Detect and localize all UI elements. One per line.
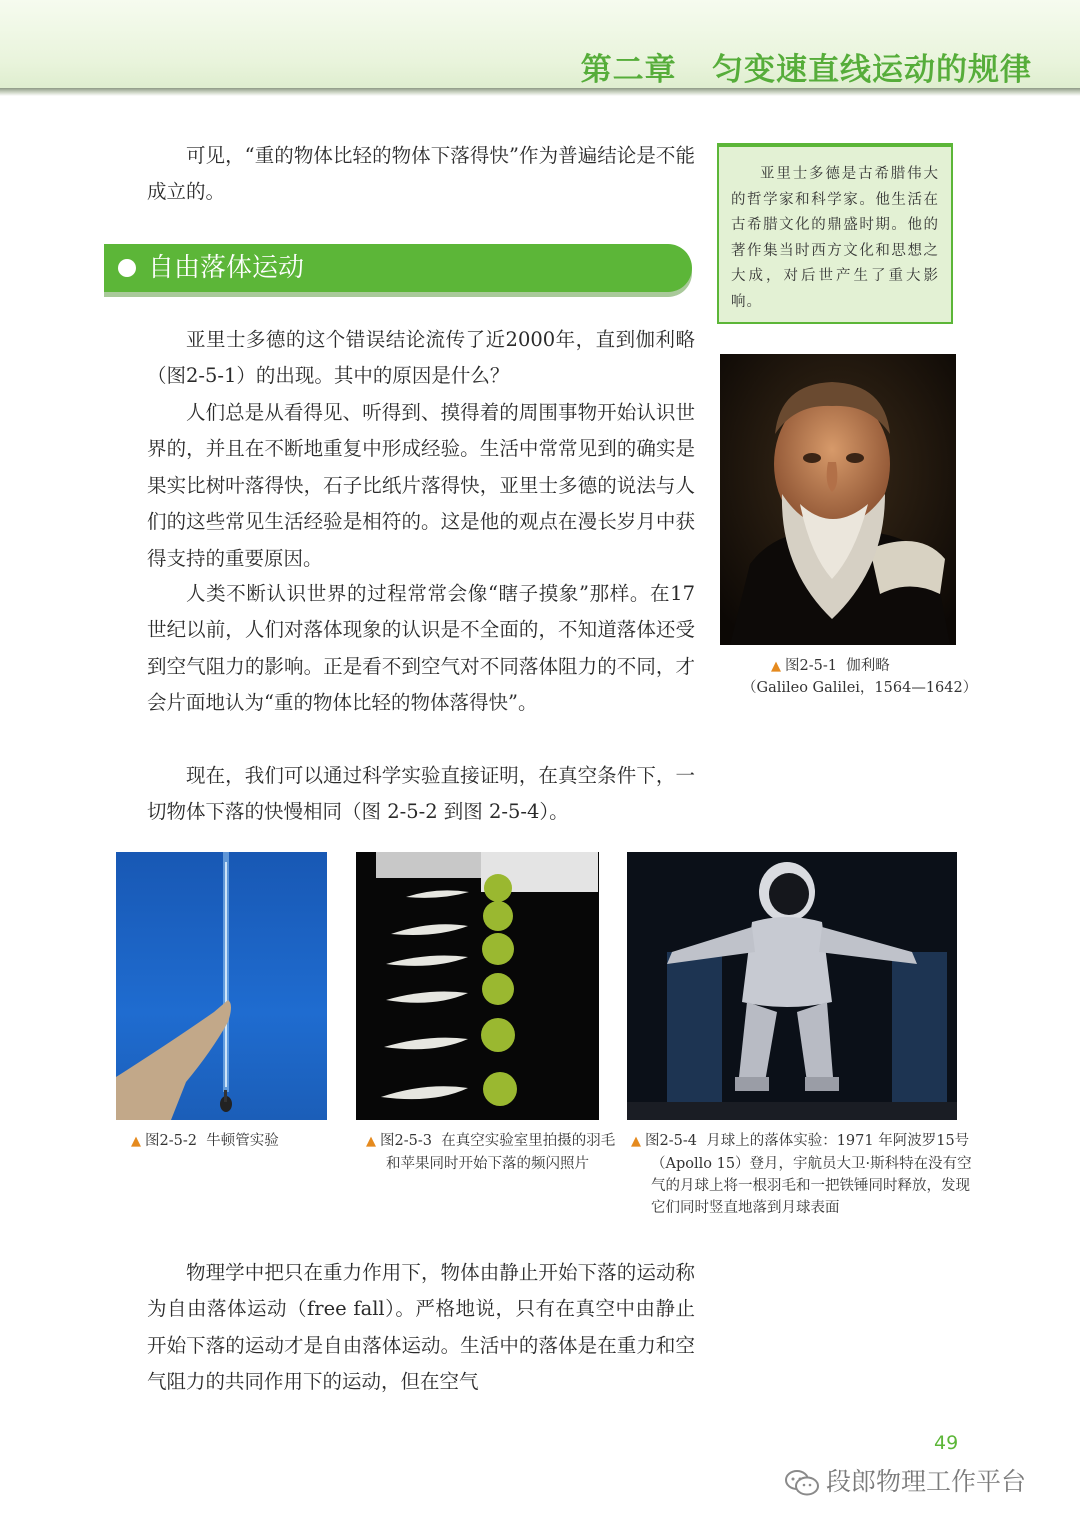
chapter-name: 匀变速直线运动的规律 — [712, 52, 1032, 88]
fig3-caption-text: 在真空实验室里拍摄的羽毛和苹果同时开始下落的频闪照片 — [386, 1133, 616, 1172]
astronaut-photo — [627, 852, 957, 1120]
fig1-label: 图2-5-1 — [785, 658, 837, 674]
body-paragraph-1: 亚里士多德的这个错误结论流传了近2000年，直到伽利略（图2-5-1）的出现。其中的原因是什么？ — [147, 328, 695, 388]
chat-bubble-icon — [784, 1469, 820, 1497]
newton-tube-photo — [116, 852, 327, 1120]
fig2-label: 图2-5-2 — [145, 1133, 197, 1149]
header-divider — [0, 88, 1080, 96]
galileo-portrait — [720, 354, 956, 645]
section-heading — [104, 244, 692, 292]
triangle-marker-icon: ▲ — [631, 1134, 641, 1149]
fig4-label: 图2-5-4 — [645, 1133, 697, 1149]
fig1-subcaption: （Galileo Galilei，1564—1642） — [742, 680, 978, 696]
bottom-paragraph: 物理学中把只在重力作用下，物体由静止开始下落的运动称为自由落体运动（free fall）。严格地说，只有在真空中由静止开始下落的运动才是自由落体运动。生活中的落体是在重力和空气阻力的共同作用下的运动，但在空气 — [147, 1261, 695, 1394]
feather-apple-image-icon — [356, 852, 599, 1120]
fig1-caption-text: 伽利略 — [846, 658, 890, 674]
bullet-dot-icon — [118, 259, 136, 277]
triangle-marker-icon: ▲ — [771, 659, 781, 674]
fig1-caption — [771, 655, 890, 678]
chapter-number: 第二章 — [580, 52, 677, 88]
portrait-image-icon — [720, 354, 956, 645]
feather-apple-photo — [356, 852, 599, 1120]
fig2-caption — [131, 1130, 279, 1153]
astronaut-image-icon — [627, 852, 957, 1120]
intro-paragraph: 可见，“重的物体比轻的物体下落得快”作为普遍结论是不能成立的。 — [147, 144, 695, 204]
aristotle-note-text: 亚里士多德是古希腊伟大的哲学家和科学家。他生活在古希腊文化的鼎盛时期。他的著作集当时西方文化和思想之大成，对后世产生了重大影响。 — [731, 166, 939, 310]
chapter-header — [0, 0, 1080, 88]
fig4-caption — [631, 1130, 981, 1219]
section-title: 自由落体运动 — [148, 253, 305, 283]
newton-tube-image-icon — [116, 852, 327, 1120]
fig3-caption — [366, 1130, 616, 1175]
triangle-marker-icon: ▲ — [131, 1134, 141, 1149]
triangle-marker-icon: ▲ — [366, 1134, 376, 1149]
watermark-text: 段郎物理工作平台 — [826, 1467, 1027, 1496]
aristotle-note-box — [717, 143, 953, 324]
fig2-caption-text: 牛顿管实验 — [206, 1133, 279, 1149]
chapter-title — [581, 44, 1032, 89]
page-number: 49 — [934, 1432, 959, 1454]
body-paragraph-3: 人类不断认识世界的过程常常会像“瞎子摸象”那样。在17世纪以前，人们对落体现象的认识是不全面的，不知道落体还受到空气阻力的影响。正是看不到空气对不同落体阻力的不同，才会片面地认为“重的物体比轻的物体落得快”。 — [147, 582, 695, 715]
body-paragraph-4: 现在，我们可以通过科学实验直接证明，在真空条件下，一切物体下落的快慢相同（图 2-5-2 到图 2-5-4）。 — [147, 764, 695, 824]
fig4-caption-text: 月球上的落体实验：1971 年阿波罗15号（Apollo 15）登月，宇航员大卫·斯科特在没有空气的月球上将一根羽毛和一把铁锤同时释放，发现它们同时竖直地落到月球表面 — [651, 1133, 972, 1216]
body-paragraph-2: 人们总是从看得见、听得到、摸得着的周围事物开始认识世界的，并且在不断地重复中形成经验。生活中常常见到的确实是果实比树叶落得快，石子比纸片落得快，亚里士多德的说法与人们的这些常见生活经验是相符的。这是他的观点在漫长岁月中获得支持的重要原因。 — [147, 401, 695, 570]
fig3-label: 图2-5-3 — [380, 1133, 432, 1149]
watermark — [784, 1462, 1026, 1498]
